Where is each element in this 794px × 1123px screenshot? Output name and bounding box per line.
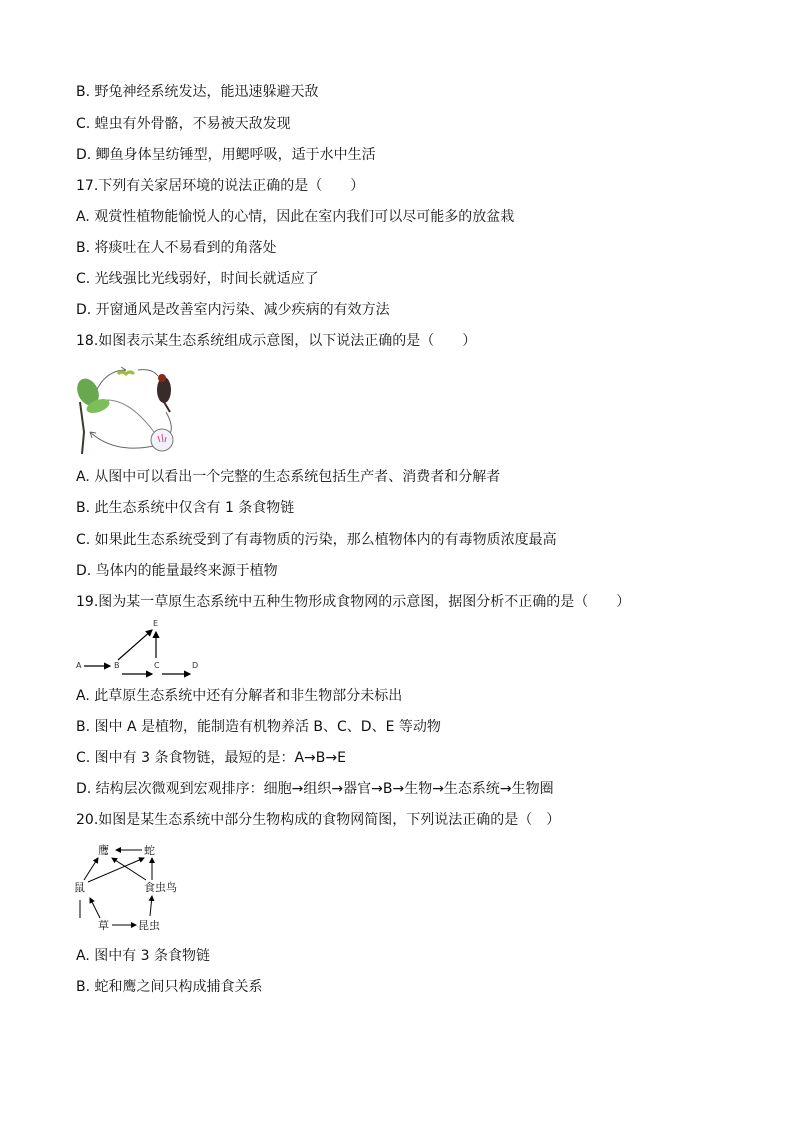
node-b: B: [114, 661, 120, 670]
option-19d: D. 结构层次微观到宏观排序：细胞→组织→器官→B→生物→生态系统→生物圈: [76, 781, 554, 797]
option-19b: B. 图中 A 是植物，能制造有机物养活 B、C、D、E 等动物: [76, 719, 441, 735]
option-18d: D. 鸟体内的能量最终来源于植物: [76, 563, 278, 579]
plant-stem: [80, 402, 84, 454]
caterpillar: [118, 372, 134, 374]
option-16c: C. 蝗虫有外骨骼，不易被天敌发现: [76, 116, 291, 132]
option-16d: D. 鲫鱼身体呈纺锤型，用鳃呼吸，适于水中生活: [76, 147, 376, 163]
node-bird: 食虫鸟: [144, 881, 177, 894]
cycle-arrow-decomposer-to-plant: [90, 432, 154, 448]
option-17a: A. 观赏性植物能愉悦人的心情，因此在室内我们可以尽可能多的放盆栽: [76, 209, 515, 225]
node-a: A: [76, 661, 82, 670]
node-c: C: [154, 661, 160, 670]
cycle-arrow-insect-to-bird: [138, 370, 158, 376]
node-grass: 草: [98, 919, 109, 932]
arrow-mouse-eagle: [84, 858, 98, 880]
node-snake: 蛇: [144, 844, 155, 857]
food-web-figure-20: [72, 838, 192, 936]
node-eagle: 鹰: [98, 844, 109, 857]
food-web-figure-19: [74, 616, 204, 682]
option-18b: B. 此生态系统中仅含有 1 条食物链: [76, 500, 295, 516]
question-18: 18.如图表示某生态系统组成示意图，以下说法正确的是（ ）: [76, 333, 477, 349]
cycle-arrow-plant-to-insect: [94, 370, 126, 396]
node-e: E: [153, 619, 159, 628]
arrow-insect-bird: [150, 896, 152, 916]
ecosystem-figure: [74, 362, 186, 458]
decomposer-circle: [151, 429, 173, 451]
question-17: 17.下列有关家居环境的说法正确的是（ ）: [76, 178, 365, 194]
option-19c: C. 图中有 3 条食物链，最短的是：A→B→E: [76, 750, 346, 766]
option-17c: C. 光线强比光线弱好，时间长就适应了: [76, 271, 319, 287]
option-18c: C. 如果此生态系统受到了有毒物质的污染，那么植物体内的有毒物质浓度最高: [76, 532, 557, 548]
question-20: 20.如图是某生态系统中部分生物构成的食物网简图，下列说法正确的是（ ）: [76, 812, 561, 828]
node-d: D: [192, 661, 199, 670]
option-20b: B. 蛇和鹰之间只构成捕食关系: [76, 979, 263, 995]
option-16b: B. 野兔神经系统发达，能迅速躲避天敌: [76, 84, 319, 100]
arrow-b-e: [118, 630, 152, 660]
node-insect: 昆虫: [138, 919, 160, 932]
arrow-mouse-snake: [88, 858, 144, 882]
option-17d: D. 开窗通风是改善室内污染、减少疾病的有效方法: [76, 302, 390, 318]
option-20a: A. 图中有 3 条食物链: [76, 948, 211, 964]
node-mouse: 鼠: [74, 881, 85, 894]
option-18a: A. 从图中可以看出一个完整的生态系统包括生产者、消费者和分解者: [76, 469, 501, 485]
option-17b: B. 将痰吐在人不易看到的角落处: [76, 240, 277, 256]
option-19a: A. 此草原生态系统中还有分解者和非生物部分未标出: [76, 688, 403, 704]
arrow-grass-mouse-2: [90, 898, 100, 918]
question-19: 19.图为某一草原生态系统中五种生物形成食物网的示意图，据图分析不正确的是（ ）: [76, 594, 631, 610]
